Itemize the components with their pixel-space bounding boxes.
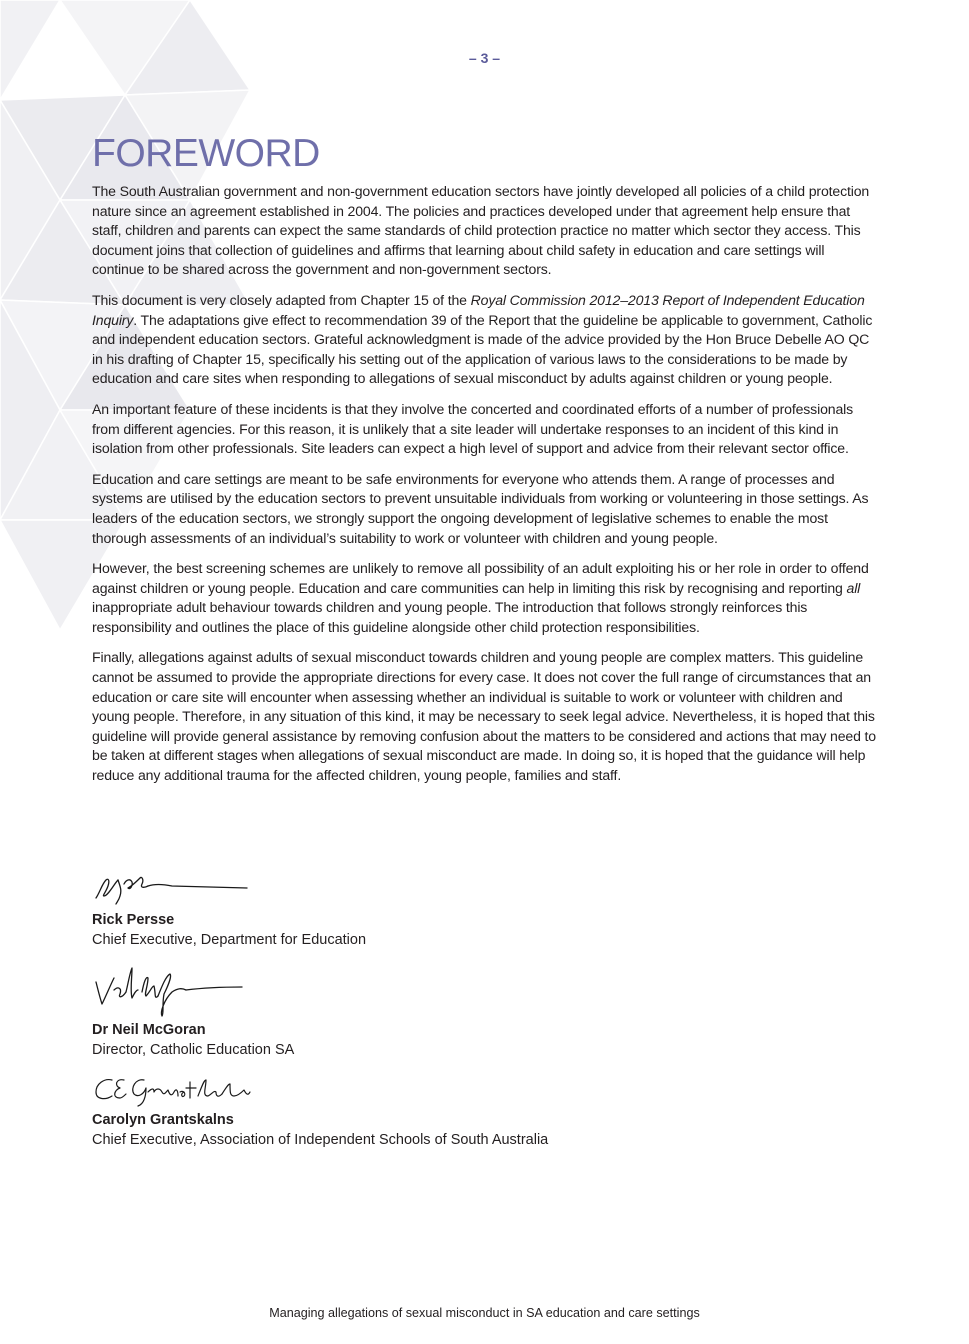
paragraph-1: The South Australian government and non-government education sectors have jointly developed all policies of a child protection nature since an agreement established in 2004. The policies and practices developed under that agreement help ensure that staff, children and parents can expect the same standards of child protection practice no matter which sector they access. This document joins that collection of guidelines and affirms that learning about child safety in education and care settings will continue to be shared across the government and non-government sectors.	[92, 183, 870, 278]
paragraph-4: Education and care settings are meant to be safe environments for everyone who attends them. A range of processes and systems are utilised by the education sectors to prevent unsuitable individuals from working or volunteering in those settings. As leaders of the education sectors, we strongly support the ongoing development of legislative schemes to enable the most thorough assessments of an individual’s suitability to work or volunteer with children and young people.	[92, 470, 869, 546]
signatory-name: Carolyn Grantskalns	[92, 1112, 234, 1128]
paragraph-2-text-a: This document is very closely adapted from Chapter 15 of the	[92, 291, 471, 308]
signatory-name: Rick Persse	[92, 912, 175, 928]
paragraph-6: Finally, allegations against adults of sexual misconduct towards children and young people are complex matters. This guideline cannot be assumed to provide the appropriate directions for every case. It does not cover the full range of circumstances that an education or care site will encounter when assessing whether an individual is suitable to work or volunteer with children and young people. Therefore, in any situation of this kind, it may be necessary to seek legal advice. Nevertheless, it is hoped that this guideline will provide general assistance by removing confusion about the matters to be considered and actions that may need to be taken at different stages when allegations of sexual misconduct are made. In doing so, it is hoped that the guidance will help reduce any additional trauma for the affected children, young people, families and staff.	[92, 649, 876, 784]
signatory-title: Chief Executive, Department for Education	[92, 932, 367, 948]
signatory-block	[92, 1070, 692, 1150]
report-title-italic: Royal Commission 2012–2013 Report of Independent Education Inquiry	[92, 291, 865, 328]
paragraph-5-text-b: inappropriate adult behaviour towards children and young people. The introduction that follows strongly reinforces this responsibility and outlines the place of this guideline alongside other child protection responsibilities.	[92, 599, 808, 635]
paragraph-2-text-b: . The adaptations give effect to recommendation 39 of the Report that the guideline be applicable to government, Catholic and independent education sectors. Grateful acknowledgment is made of the advice provided by the Hon Bruce Debelle AO QC in his drafting of Chapter 15, specifically his setting out of the application of various laws to the considerations to be made by education and care sites when responding to allegations of sexual misconduct by adults against children or young people.	[92, 311, 873, 387]
signatory-name: Dr Neil McGoran	[92, 1022, 206, 1038]
signatory-title: Chief Executive, Association of Independent Schools of South Australia	[92, 1132, 549, 1148]
signature-rick-persse	[92, 862, 262, 910]
paragraph-5	[92, 559, 877, 637]
emphasis-all: all	[846, 579, 861, 596]
signature-carolyn-grantskalns	[92, 1070, 262, 1110]
paragraph-3: An important feature of these incidents is that they involve the concerted and coordinated efforts of a number of professionals from different agencies. For this reason, it is unlikely that a site leader will undertake responses to an incident of this kind in isolation from other professionals. Site leaders can expect a high level of support and advice from their relevant sector office.	[92, 400, 854, 457]
signature-neil-mcgoran	[92, 960, 262, 1020]
signatory-title: Director, Catholic Education SA	[92, 1042, 295, 1058]
paragraph-5-text-a: However, the best screening schemes are unlikely to remove all possibility of an adult exploiting his or her role in order to offend against children or young people. Education and care communities can help in limiting this risk by recognising and reporting	[92, 560, 869, 596]
signatory-block	[92, 960, 692, 1060]
paragraph-2	[92, 291, 877, 389]
page-footer: Managing allegations of sexual misconduct in SA education and care settings	[269, 1306, 700, 1320]
page-title: FOREWORD	[92, 132, 320, 175]
foreword-section	[92, 132, 877, 797]
signatures-section	[92, 862, 692, 1150]
page-number: – 3 –	[468, 50, 501, 66]
signatory-block	[92, 862, 692, 950]
